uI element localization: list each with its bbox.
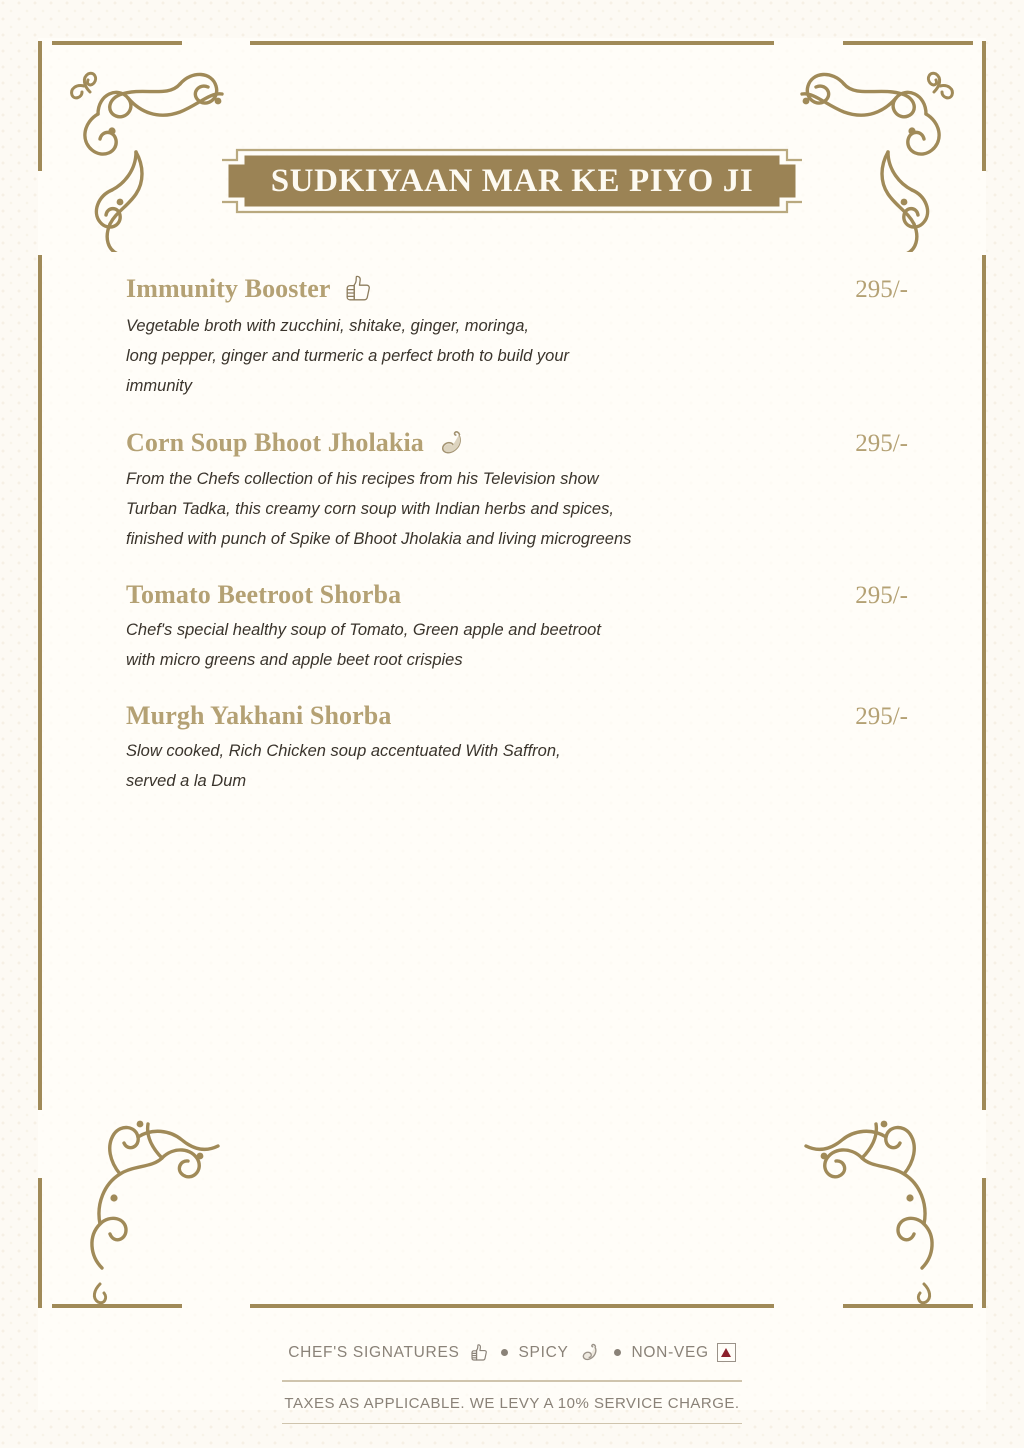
frame-border-right-middle (982, 255, 986, 1110)
frame-border-right-bottom (982, 1178, 986, 1308)
frame-border-bottom-middle (250, 1304, 774, 1308)
frame-border-bottom-left (52, 1304, 182, 1308)
menu-item-description-line: finished with punch of Spike of Bhoot Jholakia and living microgreens (126, 530, 632, 548)
frame-border-bottom-right (843, 1304, 973, 1308)
frame-border-left-bottom (38, 1178, 42, 1308)
menu-item-description-line: Chef's special healthy soup of Tomato, Green apple and beetroot (126, 621, 601, 639)
legend-spicy (519, 1341, 603, 1364)
menu-item-description (126, 736, 786, 796)
section-title-banner (0, 140, 1024, 222)
menu-item-description-line: Slow cooked, Rich Chicken soup accentuated With Saffron, (126, 742, 561, 760)
menu-item-price: 295/- (855, 276, 908, 303)
menu-item (126, 701, 908, 796)
menu-item-name: Corn Soup Bhoot Jholakia (126, 428, 424, 457)
non-veg-icon (717, 1343, 736, 1362)
menu-item-header (126, 701, 908, 731)
menu-item-description (126, 311, 786, 401)
menu-item (126, 272, 908, 401)
corner-flourish-bottom-right-icon (784, 1098, 984, 1308)
frame-border-left-middle (38, 255, 42, 1110)
menu-item-title-group (126, 427, 470, 459)
legend-chefs-signatures-label: CHEF'S SIGNATURES (288, 1343, 460, 1361)
menu-item (126, 580, 908, 675)
legend-non-veg (632, 1343, 736, 1362)
thumbs-up-icon (468, 1342, 490, 1364)
menu-footer (0, 1341, 1024, 1424)
tax-note-text: TAXES AS APPLICABLE. WE LEVY A 10% SERVICE CHARGE. (284, 1394, 740, 1412)
menu-item-price: 295/- (855, 703, 908, 730)
thumbs-up-icon (341, 272, 375, 306)
menu-item-description-line: served a la Dum (126, 772, 247, 790)
menu-item-price: 295/- (855, 430, 908, 457)
menu-item-description-line: with micro greens and apple beet root crispies (126, 651, 463, 669)
menu-item-title-group (126, 580, 401, 610)
menu-item-description-line: From the Chefs collection of his recipes from his Television show (126, 470, 599, 488)
menu-item-price: 295/- (855, 582, 908, 609)
menu-item-name: Immunity Booster (126, 274, 331, 303)
menu-item-description (126, 464, 786, 554)
menu-item (126, 427, 908, 554)
menu-item-description-line: Turban Tadka, this creamy corn soup with Indian herbs and spices, (126, 500, 614, 518)
legend-bar (288, 1341, 736, 1380)
menu-item-description (126, 615, 786, 675)
legend-non-veg-label: NON-VEG (631, 1343, 709, 1361)
menu-item-name: Murgh Yakhani Shorba (126, 701, 392, 730)
menu-item-title-group (126, 701, 391, 731)
frame-border-top-right (843, 41, 973, 45)
menu-item-name: Tomato Beetroot Shorba (126, 580, 402, 609)
menu-item-description-line: immunity (126, 377, 193, 395)
banner-title-text: SUDKIYAAN MAR KE PIYO JI (270, 162, 754, 199)
non-veg-triangle (721, 1348, 731, 1357)
menu-item-description-line: Vegetable broth with zucchini, shitake, ginger, moringa, (126, 317, 529, 335)
chili-icon (434, 427, 470, 459)
chili-icon (577, 1341, 603, 1364)
legend-spicy-label: SPICY (518, 1343, 569, 1361)
footer-divider-bottom (282, 1423, 742, 1425)
frame-border-top-left (52, 41, 182, 45)
frame-border-top-middle (250, 41, 774, 45)
legend-separator-dot (501, 1349, 508, 1356)
menu-item-header (126, 427, 908, 459)
legend-separator-dot (614, 1349, 621, 1356)
legend-chefs-signatures (288, 1342, 489, 1364)
menu-item-list (126, 272, 908, 822)
menu-item-title-group (126, 272, 375, 306)
menu-item-header (126, 272, 908, 306)
menu-item-description-line: long pepper, ginger and turmeric a perfect broth to build your (126, 347, 570, 365)
menu-item-header (126, 580, 908, 610)
corner-flourish-bottom-left-icon (40, 1098, 240, 1308)
